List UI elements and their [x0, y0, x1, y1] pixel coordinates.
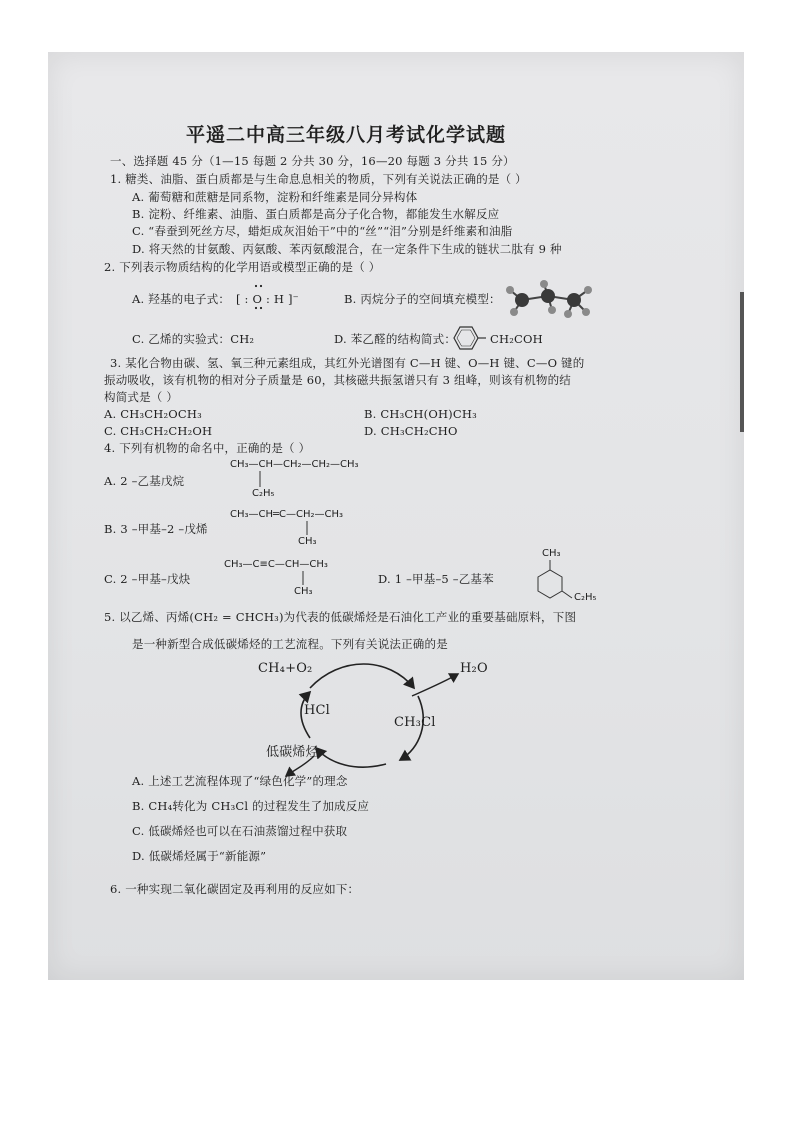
exam-title: 平遥二中高三年级八月考试化学试题 [186, 124, 507, 146]
q3-stem-line3: 构简式是（ ） [104, 390, 179, 404]
section-heading: 一、选择题 45 分（1—15 每题 2 分共 30 分，16—20 每题 3 分共 15 分） [110, 154, 515, 168]
cycle-output-h2o: H₂O [460, 661, 488, 676]
q3-stem-line2: 振动吸收，该有机物的相对分子质量是 60，其核磁共振氢谱只有 3 组峰，则该有机物的结 [104, 373, 572, 387]
q2-option-c: C. 乙烯的实验式：CH₂ [132, 332, 255, 346]
electron-dots [248, 282, 278, 312]
cycle-ch3cl: CH₃Cl [394, 715, 436, 730]
q1-option-c: C. “春蚕到死丝方尽，蜡炬成灰泪始干”中的“丝”“泪”分别是纤维素和油脂 [132, 224, 513, 238]
q2-option-b: B. 丙烷分子的空间填充模型： [344, 292, 501, 306]
q3-option-d: D. CH₃CH₂CHO [364, 424, 458, 438]
cycle-product-olefins: 低碳烯烃 [266, 745, 319, 760]
q4-option-c: C. 2 –甲基–戊炔 [104, 572, 191, 586]
q4-b-main-chain: CH₃—CH═C—CH₂—CH₃ [230, 509, 344, 520]
q1-stem: 1. 糖类、油脂、蛋白质都是与生命息息相关的物质，下列有关说法正确的是（ ） [110, 172, 527, 186]
hydroxyl-electron-formula: [ : O : H ]⁻ [236, 292, 299, 306]
q6-stem: 6. 一种实现二氧化碳固定及再利用的反应如下： [110, 882, 360, 896]
q3-stem-line1: 3. 某化合物由碳、氢、氧三种元素组成，其红外光谱图有 C—H 键、O—H 键、C—O 键的 [110, 356, 585, 370]
q1-option-d: D. 将天然的甘氨酸、丙氨酸、苯丙氨酸混合，在一定条件下生成的链状二肽有 9 种 [132, 242, 562, 256]
cycle-hcl: HCl [304, 703, 331, 718]
q3-option-c: C. CH₃CH₂CH₂OH [104, 424, 213, 438]
q5-stem-line2: 是一种新型合成低碳烯烃的工艺流程。下列有关说法正确的是 [132, 637, 448, 651]
q4-option-d: D. 1 –甲基–5 –乙基苯 [378, 572, 494, 586]
q5-option-b: B. CH₄转化为 CH₃Cl 的过程发生了加成反应 [132, 799, 370, 813]
q4-c-bond [302, 571, 306, 585]
q4-b-substituent: CH₃ [298, 536, 317, 547]
q4-c-substituent: CH₃ [294, 586, 313, 597]
q4-option-a: A. 2 –乙基戊烷 [104, 474, 185, 488]
q4-option-b: B. 3 –甲基–2 –戊烯 [104, 522, 208, 536]
propane-space-filling-model [504, 278, 604, 322]
q5-option-c: C. 低碳烯烃也可以在石油蒸馏过程中获取 [132, 824, 348, 838]
q2-option-d: D. 苯乙醛的结构简式： [334, 332, 457, 346]
q3-option-b: B. CH₃CH(OH)CH₃ [364, 407, 477, 421]
q4-d-ethyl: C₂H₅ [574, 592, 597, 603]
q4-d-methyl: CH₃ [542, 548, 561, 559]
q4-a-substituent: C₂H₅ [252, 488, 275, 499]
q4-a-main-chain: CH₃—CH—CH₂—CH₂—CH₃ [230, 459, 359, 470]
cycle-input-ch4-o2: CH₄+O₂ [258, 661, 313, 676]
q2-option-a: A. 羟基的电子式： [132, 292, 231, 306]
q5-stem-line1: 5. 以乙烯、丙烯(CH₂ = CHCH₃)为代表的低碳烯烃是石油化工产业的重要基础原料，下图 [104, 610, 577, 624]
q2-stem: 2. 下列表示物质结构的化学用语或模型正确的是（ ） [104, 260, 381, 274]
q1-option-a: A. 葡萄糖和蔗糖是同系物，淀粉和纤维素是同分异构体 [132, 190, 418, 204]
q4-c-main-chain: CH₃—C≡C—CH—CH₃ [224, 559, 328, 570]
q4-stem: 4. 下列有机物的命名中，正确的是（ ） [104, 441, 311, 455]
scanned-exam-page [48, 52, 744, 980]
q1-option-b: B. 淀粉、纤维素、油脂、蛋白质都是高分子化合物，都能发生水解反应 [132, 207, 500, 221]
q5-option-d: D. 低碳烯烃属于“新能源” [132, 849, 267, 863]
q4-b-bond [306, 521, 310, 535]
q5-option-a: A. 上述工艺流程体现了“绿色化学”的理念 [132, 774, 348, 788]
page-edge-shadow [740, 292, 744, 432]
phenylacetaldehyde-formula: CH₂COH [490, 332, 543, 346]
benzene-ring-icon [446, 324, 486, 352]
q3-option-a: A. CH₃CH₂OCH₃ [104, 407, 202, 421]
q4-a-bond [259, 471, 263, 487]
